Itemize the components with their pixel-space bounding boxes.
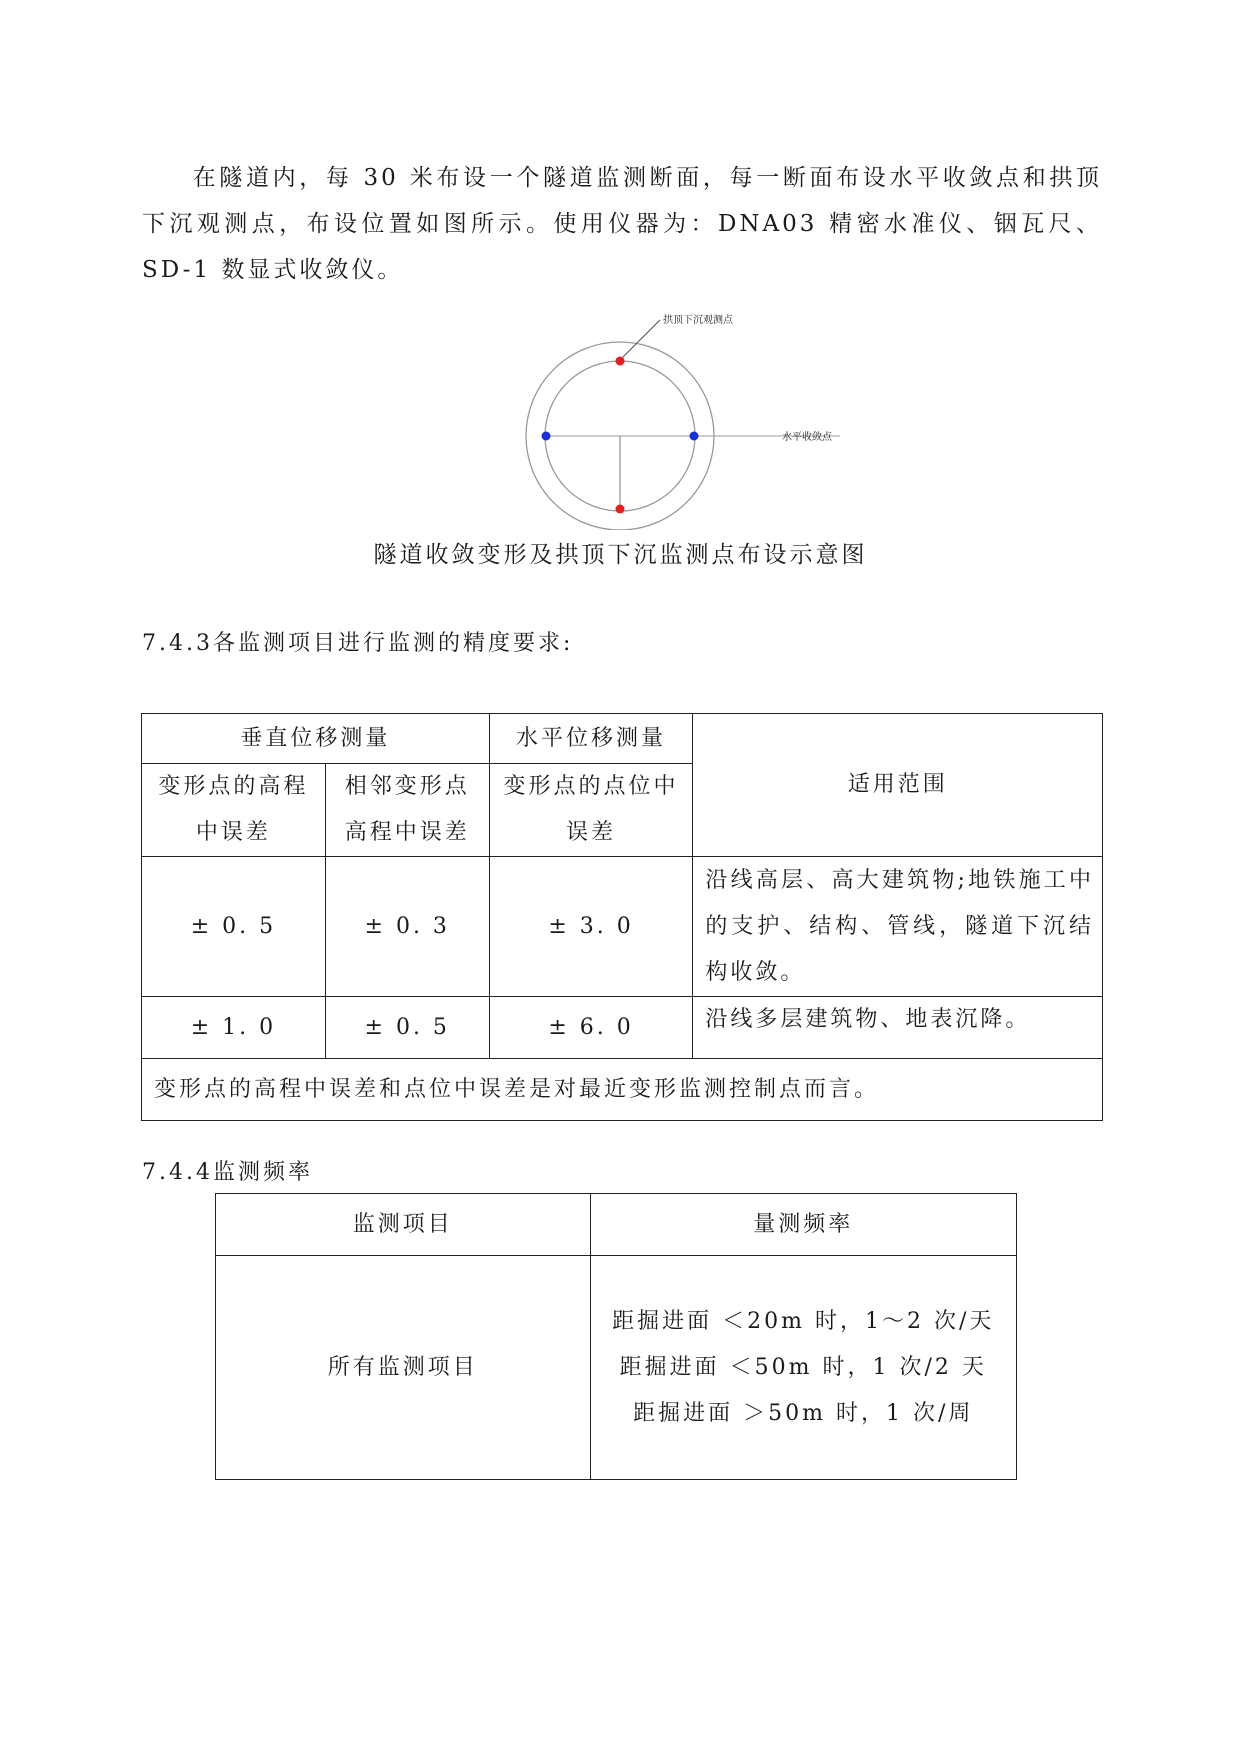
header-vertical: 垂直位移测量 (142, 714, 490, 764)
header-monitoring-item: 监测项目 (216, 1194, 591, 1256)
precision-table (141, 713, 1103, 1121)
monitoring-item-all: 所有监测项目 (216, 1256, 591, 1480)
horizontal-point-left (542, 432, 551, 441)
row1-point-error: ± 3. 0 (489, 857, 693, 997)
tunnel-section-svg (0, 300, 1241, 530)
header-scope: 适用范围 (693, 714, 1103, 857)
frequency-line: 距掘进面 ＜20m 时，1～2 次/天 (612, 1308, 995, 1334)
frequency-line: 距掘进面 ＜50m 时，1 次/2 天 (619, 1354, 987, 1380)
subheader-point-error: 变形点的点位中误差 (489, 764, 693, 857)
frequency-header-row (216, 1194, 1017, 1256)
section-heading-744: 7.4.4监测频率 (142, 1160, 313, 1185)
row2-scope: 沿线多层建筑物、地表沉降。 (693, 997, 1103, 1059)
table-row (216, 1256, 1017, 1480)
table-row (142, 857, 1103, 997)
section-heading-743: 7.4.3各监测项目进行监测的精度要求: (142, 631, 574, 656)
horizontal-point-label: 水平收敛点 (782, 432, 832, 443)
precision-note: 变形点的高程中误差和点位中误差是对最近变形监测控制点而言。 (142, 1059, 1103, 1121)
bottom-point (616, 505, 625, 514)
frequency-line: 距掘进面 ＞50m 时，1 次/周 (633, 1400, 974, 1426)
frequency-cell (590, 1256, 1017, 1480)
crown-point-label: 拱顶下沉观测点 (663, 315, 733, 326)
row1-elevation-error: ± 0. 5 (142, 857, 326, 997)
precision-note-row (142, 1059, 1103, 1121)
subheader-elevation-error: 变形点的高程中误差 (142, 764, 326, 857)
precision-header-row (142, 714, 1103, 764)
tunnel-monitoring-diagram (0, 300, 1241, 530)
horizontal-point-right (690, 432, 699, 441)
crown-point (616, 357, 625, 366)
intro-paragraph: 在隧道内，每 30 米布设一个隧道监测断面，每一断面布设水平收敛点和拱顶下沉观测点，布设位置如图所示。使用仪器为：DNA03 精密水准仪、铟瓦尺、SD-1 数显式收敛仪。 (142, 165, 1102, 283)
row2-elevation-error: ± 1. 0 (142, 997, 326, 1059)
row2-point-error: ± 6. 0 (489, 997, 693, 1059)
figure-caption: 隧道收敛变形及拱顶下沉监测点布设示意图 (373, 542, 868, 568)
crown-leader-line (620, 320, 660, 360)
header-horizontal: 水平位移测量 (489, 714, 693, 764)
table-row (142, 997, 1103, 1059)
header-measure-frequency: 量测频率 (590, 1194, 1017, 1256)
row1-adjacent-error: ± 0. 3 (325, 857, 489, 997)
row2-adjacent-error: ± 0. 5 (325, 997, 489, 1059)
row1-scope: 沿线高层、高大建筑物;地铁施工中的支护、结构、管线，隧道下沉结构收敛。 (693, 857, 1103, 997)
subheader-adjacent-elevation-error: 相邻变形点高程中误差 (325, 764, 489, 857)
frequency-table (215, 1193, 1017, 1480)
